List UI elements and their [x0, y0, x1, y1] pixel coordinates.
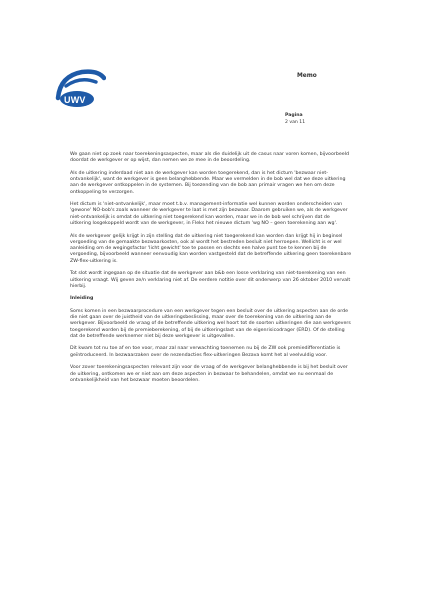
paragraph-1: We gaan niet op zoek naar toerekeningsaspecten, maar als die duidelijk uit de casus naar voren komen, bijvoorbeeld doordat de werkgever er op wijst, dan nemen we ze mee in de beoordeling. — [70, 152, 350, 164]
page-label: Pagina — [285, 113, 303, 118]
section-heading: Inleiding — [70, 296, 94, 302]
document-title: Memo — [297, 73, 317, 79]
logo-text: UWV — [64, 95, 86, 105]
page-number: 2 van 11 — [285, 120, 306, 125]
paragraph-8: Voor zover toerekeningsaspecten relevant zijn voor de vraag of de werkgever belanghebbende is bij het besluit over de uitkering, ontkomen we er niet aan om deze aspecten in bezwaar te behandelen, omdat we nu eenmaal de ontvankelijkheid van het bezwaar moeten beoordelen. — [70, 365, 348, 383]
paragraph-2: Als de uitkering inderdaad niet aan de werkgever kan worden toegerekend, dan is het dictum 'bezwaar niet-ontvankelijk', want de werkgever is geen belanghebbende. Maar we vermelden in de bob wel dat we deze uitkering aan de werkgever ontkoppelen in de systemen. Bij toezending van de bob aan primair vragen we hen om deze ontkoppeling te verzorgen. — [70, 170, 346, 195]
paragraph-5: Tot slot wordt ingegaan op de situatie dat de werkgever aan b&b een losse verklaring van niet-toerekening van een uitkering vraagt. Wij geven ze/n verklaring niet af. De eerdere notitie over dit onderwerp van 26 oktober 2010 vervalt hierbij. — [70, 271, 351, 289]
paragraph-4: Als de werkgever gelijk krijgt in zijn stelling dat de uitkering niet toegerekend kan worden dan krijgt hij in beginsel vergoeding van de gemaakte bezwaarkosten, ook al wordt het bestreden besluit niet herroepen. Wellicht is er wel aanleiding om de wegingsfactor 'licht gewicht' toe te passen en slechts een halve punt toe te kennen bij de vergoeding, bijvoorbeeld wanneer eenvoudig kan worden vastgesteld dat de betreffende uitkering geen toerekenbare ZW-flex-uitkering is. — [70, 233, 352, 264]
memo-body — [70, 152, 352, 390]
page-meta — [285, 112, 305, 126]
paragraph-3: Het dictum is 'niet-ontvankelijk', maar moet t.b.v. management-informatie wel kunnen worden onderscheiden van 'gewone' NO-bob's zoals wanneer de werkgever te laat is met zijn bezwaar. Daarom gebruiken we, als de werkgever niet-ontvankelijk is omdat de uitkering niet toegerekend kan worden, maar we in de bob wel schrijven dat de uitkering losgekoppeld wordt van de werkgever, in Fleks het nieuwe dictum 'wg NO – geen toerekening aan wg'. — [70, 202, 348, 227]
paragraph-7: Dit kwam tot nu toe af en toe voor, maar zal naar verwachting toenemen nu bij de ZW ook premiedifferentiatie is geïntroduceerd. In bezwaarzaken over de nezendacties flex-uitkeringen Bezava komt het al veelvuldig voor. — [70, 346, 341, 358]
paragraph-6: Soms komen in een bezwaarprocedure van een werkgever tegen een besluit over de uitkering aspecten aan de orde die niet gaan over de juistheid van de uitkeringsbeslissing, maar over de toerekening van de uitkering aan de werkgever. Bijvoorbeeld de vraag of de betreffende uitkering wel hoort tot de soorten uitkeringen die aan werkgevers toegerekend worden bij de premieberekening, of bij de uitkeringslast van de eigenrisicodrager (ERD). Of de stelling dat de betreffende werknemer niet bij deze werkgever is uitgevallen. — [70, 308, 351, 339]
